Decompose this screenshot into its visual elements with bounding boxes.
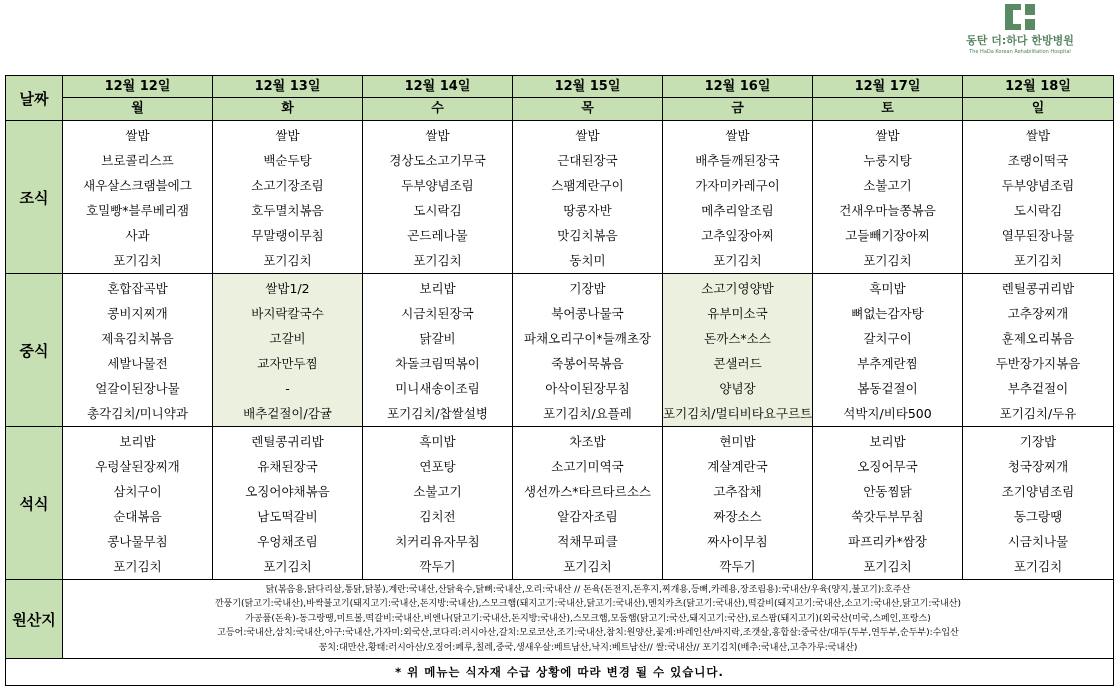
- menu-item: 보리밥: [419, 281, 456, 296]
- day-date-0: 12월 12일: [63, 76, 213, 98]
- menu-item: 소고기미역국: [551, 459, 624, 474]
- lunch-cell-1: [213, 274, 363, 427]
- menu-item: 흑미밥: [419, 434, 456, 449]
- weekly-menu-table: [5, 75, 1114, 686]
- breakfast-cell-2: [363, 121, 513, 274]
- date-row: [6, 76, 1114, 98]
- menu-item: 순대볶음: [113, 509, 162, 524]
- menu-item: 포기김치: [263, 559, 312, 574]
- day-weekday-6: 일: [963, 98, 1114, 121]
- origin-line: 깐풍기(닭고기:국내산),바싹불고기(돼지고기:국내산,돈지방:국내산),스모크햄(돼지고기:국내산,닭고기:국내산),멘치카츠(닭고기:국내산),떡갈비(돼지고기:국내산,소고기:국내산,닭고기:국내산): [214, 599, 962, 610]
- menu-item: 사과: [125, 228, 150, 243]
- dinner-cell-6: [963, 427, 1114, 580]
- menu-item: 유부미소국: [707, 306, 768, 321]
- menu-item: 포기김치/두유: [999, 406, 1077, 421]
- dinner-cell-5: [813, 427, 963, 580]
- menu-item: 쌀밥: [275, 128, 300, 143]
- breakfast-cell-3: [513, 121, 663, 274]
- menu-item: 돈까스*소스: [704, 331, 771, 346]
- menu-item: 두반장가지볶음: [995, 356, 1081, 371]
- menu-item: 배추겉절이/감귤: [243, 406, 332, 421]
- logo-subtitle: The HaDa Korean Rehabilitation Hospital: [969, 49, 1071, 55]
- lunch-cell-4: [663, 274, 813, 427]
- menu-item: 쌀밥: [1025, 128, 1051, 143]
- menu-item: 북어콩나물국: [551, 306, 624, 321]
- menu-item: 쌀밥: [725, 128, 750, 143]
- menu-item: 콘샐러드: [713, 356, 762, 371]
- logo-name: 동탄 더:하다 한방병원: [966, 34, 1074, 47]
- menu-item: 배추들깨된장국: [695, 153, 780, 168]
- menu-item: -: [285, 381, 290, 396]
- breakfast-cell-4: [663, 121, 813, 274]
- menu-item: 삼치구이: [113, 484, 162, 499]
- menu-item: 고들빼기장아찌: [845, 228, 930, 243]
- menu-item: 시금치나물: [1007, 534, 1069, 549]
- menu-item: 호두멸치볶음: [251, 203, 324, 218]
- menu-item: 생선까스*타르타르소스: [523, 484, 651, 499]
- menu-item: 부추겉절이: [1007, 381, 1069, 396]
- menu-item: 유채된장국: [257, 459, 318, 474]
- menu-item: 소불고기: [863, 178, 912, 193]
- day-weekday-0: 월: [63, 98, 213, 121]
- menu-item: 파프리카*쌈장: [848, 534, 927, 549]
- menu-item: 소불고기: [413, 484, 462, 499]
- menu-item: 적채무피클: [557, 534, 618, 549]
- breakfast-cell-1: [213, 121, 363, 274]
- menu-item: 포기김치/찹쌀설병: [387, 406, 488, 421]
- menu-item: 조기양념조림: [1001, 484, 1075, 499]
- menu-item: 바지락칼국수: [251, 306, 324, 321]
- menu-item: 포기김치: [113, 253, 162, 268]
- dinner-cell-4: [663, 427, 813, 580]
- menu-item: 짜장소스: [713, 509, 762, 524]
- menu-item: 우렁살된장찌개: [95, 459, 180, 474]
- menu-item: 쌀밥: [125, 128, 150, 143]
- menu-item: 고추잡채: [713, 484, 762, 499]
- origin-info: [63, 580, 1114, 659]
- day-date-2: 12월 14일: [363, 76, 513, 98]
- lunch-label: 중식: [6, 274, 63, 427]
- menu-item: 포기김치: [863, 559, 912, 574]
- menu-item: 양념장: [719, 381, 756, 396]
- menu-item: 고갈비: [269, 331, 306, 346]
- menu-item: 보리밥: [869, 434, 906, 449]
- menu-item: 두부양념조림: [401, 178, 474, 193]
- origin-line: 꽁치:대만산,황태:러시아산/오징어:페루,칠레,중국,생새우살:베트남산,낙지:베트남산// 쌀:국내산// 포기김치(배추:국내산,고추가루:국내산): [318, 642, 858, 653]
- menu-item: 안동찜닭: [863, 484, 912, 499]
- menu-item: 남도떡갈비: [257, 509, 318, 524]
- menu-item: 열무된장나물: [1001, 228, 1075, 243]
- day-weekday-2: 수: [363, 98, 513, 121]
- menu-item: 짜사이무침: [707, 534, 768, 549]
- dinner-cell-3: [513, 427, 663, 580]
- day-weekday-1: 화: [213, 98, 363, 121]
- menu-item: 조랭이떡국: [1007, 153, 1069, 168]
- menu-item: 포기김치: [413, 253, 462, 268]
- breakfast-cell-6: [963, 121, 1114, 274]
- menu-item: 포기김치: [263, 253, 312, 268]
- day-date-5: 12월 17일: [813, 76, 963, 98]
- origin-line: 고등어:국내산,삼치:국내산,아구:국내산,가자미:외국산,코다리:러시아산,갈치:모로코산,조기:국내산,참치:원양산,꽃게:바레인산/바지락,조갯살,홍합살:중국산/대두(두부,연두부,순두부):수입산: [217, 628, 959, 639]
- menu-item: 갈치구이: [863, 331, 912, 346]
- menu-item: 혼합잡곡밥: [107, 281, 168, 296]
- day-weekday-4: 금: [663, 98, 813, 121]
- menu-item: 얼갈이된장나물: [95, 381, 180, 396]
- menu-item: 쌀밥: [875, 128, 900, 143]
- menu-item: 교자만두찜: [257, 356, 318, 371]
- menu-item: 기장밥: [1019, 434, 1057, 449]
- menu-item: 도시락김: [413, 203, 462, 218]
- menu-item: 우엉채조림: [257, 534, 318, 549]
- menu-item: 세발나물전: [107, 356, 168, 371]
- menu-item: 파채오리구이*들깨초장: [523, 331, 651, 346]
- menu-item: 포기김치: [113, 559, 162, 574]
- menu-item: 소고기영양밥: [701, 281, 774, 296]
- menu-item: 경상도소고기무국: [389, 153, 486, 168]
- menu-item: 시금치된장국: [401, 306, 474, 321]
- menu-item: 누룽지탕: [863, 153, 912, 168]
- menu-item: 콩비지찌개: [107, 306, 168, 321]
- menu-item: 치커리유자무침: [395, 534, 480, 549]
- menu-item: 청국장찌개: [1007, 459, 1069, 474]
- menu-item: 포기김치: [563, 559, 612, 574]
- menu-item: 브로콜리스프: [101, 153, 174, 168]
- menu-item: 포기김치/멀티비타요구르트: [663, 406, 812, 421]
- menu-item: 차돌크림떡볶이: [395, 356, 480, 371]
- menu-item: 오징어무국: [857, 459, 918, 474]
- lunch-cell-2: [363, 274, 513, 427]
- menu-item: 백순두탕: [263, 153, 312, 168]
- menu-item: 쌀밥: [425, 128, 450, 143]
- origin-label: 원산지: [6, 580, 63, 659]
- lunch-cell-3: [513, 274, 663, 427]
- menu-item: 쌀밥: [575, 128, 600, 143]
- menu-item: 렌틸콩귀리밥: [1001, 281, 1075, 296]
- menu-item: 포기김치: [863, 253, 912, 268]
- menu-item: 흑미밥: [869, 281, 906, 296]
- origin-row: [6, 580, 1114, 659]
- dinner-cell-1: [213, 427, 363, 580]
- menu-item: 콩나물무침: [107, 534, 168, 549]
- menu-item: 무말랭이무침: [251, 228, 324, 243]
- menu-item: 동치미: [569, 253, 606, 268]
- menu-item: 깍두기: [719, 559, 756, 574]
- menu-item: 닭갈비: [419, 331, 456, 346]
- menu-item: 스팸계란구이: [551, 178, 624, 193]
- dinner-row: [6, 427, 1114, 580]
- menu-item: 보리밥: [119, 434, 156, 449]
- dinner-label: 석식: [6, 427, 63, 580]
- menu-item: 근대된장국: [557, 153, 618, 168]
- date-label: 날짜: [6, 76, 63, 121]
- menu-item: 포기김치: [713, 253, 762, 268]
- menu-item: 제육김치볶음: [101, 331, 174, 346]
- breakfast-cell-5: [813, 121, 963, 274]
- menu-item: 고추잎장아찌: [701, 228, 774, 243]
- menu-item: 곤드레나물: [407, 228, 468, 243]
- breakfast-cell-0: [63, 121, 213, 274]
- menu-item: 포기김치: [1013, 253, 1063, 268]
- day-date-1: 12월 13일: [213, 76, 363, 98]
- menu-item: 렌틸콩귀리밥: [251, 434, 324, 449]
- day-weekday-5: 토: [813, 98, 963, 121]
- dinner-cell-2: [363, 427, 513, 580]
- breakfast-label: 조식: [6, 121, 63, 274]
- menu-item: 오징어야채볶음: [245, 484, 330, 499]
- menu-item: 연포탕: [419, 459, 456, 474]
- menu-item: 쌀밥1/2: [265, 281, 310, 296]
- menu-item: 계살계란국: [707, 459, 768, 474]
- menu-item: 기장밥: [569, 281, 606, 296]
- menu-item: 맛김치볶음: [557, 228, 618, 243]
- lunch-row: [6, 274, 1114, 427]
- lunch-cell-6: [963, 274, 1114, 427]
- menu-item: 죽봉어묵볶음: [551, 356, 624, 371]
- menu-item: 김치전: [419, 509, 456, 524]
- menu-item: 현미밥: [719, 434, 756, 449]
- logo-mark-icon: [1003, 4, 1037, 30]
- lunch-cell-0: [63, 274, 213, 427]
- weekday-row: [6, 98, 1114, 121]
- breakfast-row: [6, 121, 1114, 274]
- menu-item: 동그랑땡: [1013, 509, 1063, 524]
- lunch-cell-5: [813, 274, 963, 427]
- menu-item: 부추계란찜: [857, 356, 918, 371]
- day-date-6: 12월 18일: [963, 76, 1114, 98]
- menu-item: 총각김치/미니약과: [87, 406, 188, 421]
- menu-item: 고추장찌개: [1007, 306, 1069, 321]
- menu-item: 포기김치: [1013, 559, 1063, 574]
- menu-item: 깍두기: [419, 559, 456, 574]
- menu-item: 미니새송이조림: [395, 381, 480, 396]
- menu-item: 소고기장조림: [251, 178, 324, 193]
- menu-item: 새우살스크램블에그: [83, 178, 192, 193]
- note-row: [6, 659, 1114, 686]
- menu-item: 포기김치/요플레: [543, 406, 632, 421]
- menu-item: 차조밥: [569, 434, 606, 449]
- day-date-4: 12월 16일: [663, 76, 813, 98]
- day-weekday-3: 목: [513, 98, 663, 121]
- menu-item: 쑥갓두부무침: [851, 509, 924, 524]
- menu-item: 가자미카레구이: [695, 178, 780, 193]
- menu-item: 땅콩자반: [563, 203, 612, 218]
- menu-item: 아삭이된장무침: [545, 381, 630, 396]
- origin-line: 닭(볶음용,닭다리살,통닭,닭봉),계란:국내산,산닭육수,닭뼈:국내산,오리:국내산 // 돈육(돈전지,돈후지,찌개용,등뼈,카레용,장조림용):국내산/우육(양지,불고기):호주산: [265, 585, 911, 595]
- menu-item: 호밀빵*블루베리잼: [86, 203, 189, 218]
- menu-item: 훈제오리볶음: [1001, 331, 1075, 346]
- menu-item: 뼈없는감자탕: [851, 306, 924, 321]
- menu-item: 봄동겉절이: [857, 381, 918, 396]
- dinner-cell-0: [63, 427, 213, 580]
- origin-line: 가공품(돈육)-동그랑땡,미트볼,떡갈비:국내산,비엔나(닭고기:국내산,돈지방:국내산),스모크햄,모둠햄(닭고기:국산,돼지고기:국산),로스팜(돼지고기)(외국산(미국,스페인,프랑스): [245, 613, 931, 624]
- menu-change-notice: * 위 메뉴는 식자재 수급 상황에 따라 변경 될 수 있습니다.: [6, 659, 1114, 686]
- menu-item: 도시락김: [1013, 203, 1063, 218]
- menu-item: 두부양념조림: [1001, 178, 1075, 193]
- menu-item: 건새우마늘쫑볶음: [839, 203, 936, 218]
- menu-item: 알감자조림: [557, 509, 618, 524]
- hospital-logo: [950, 4, 1090, 55]
- menu-item: 메추리알조림: [701, 203, 774, 218]
- menu-item: 석박지/비타500: [843, 406, 932, 421]
- day-date-3: 12월 15일: [513, 76, 663, 98]
